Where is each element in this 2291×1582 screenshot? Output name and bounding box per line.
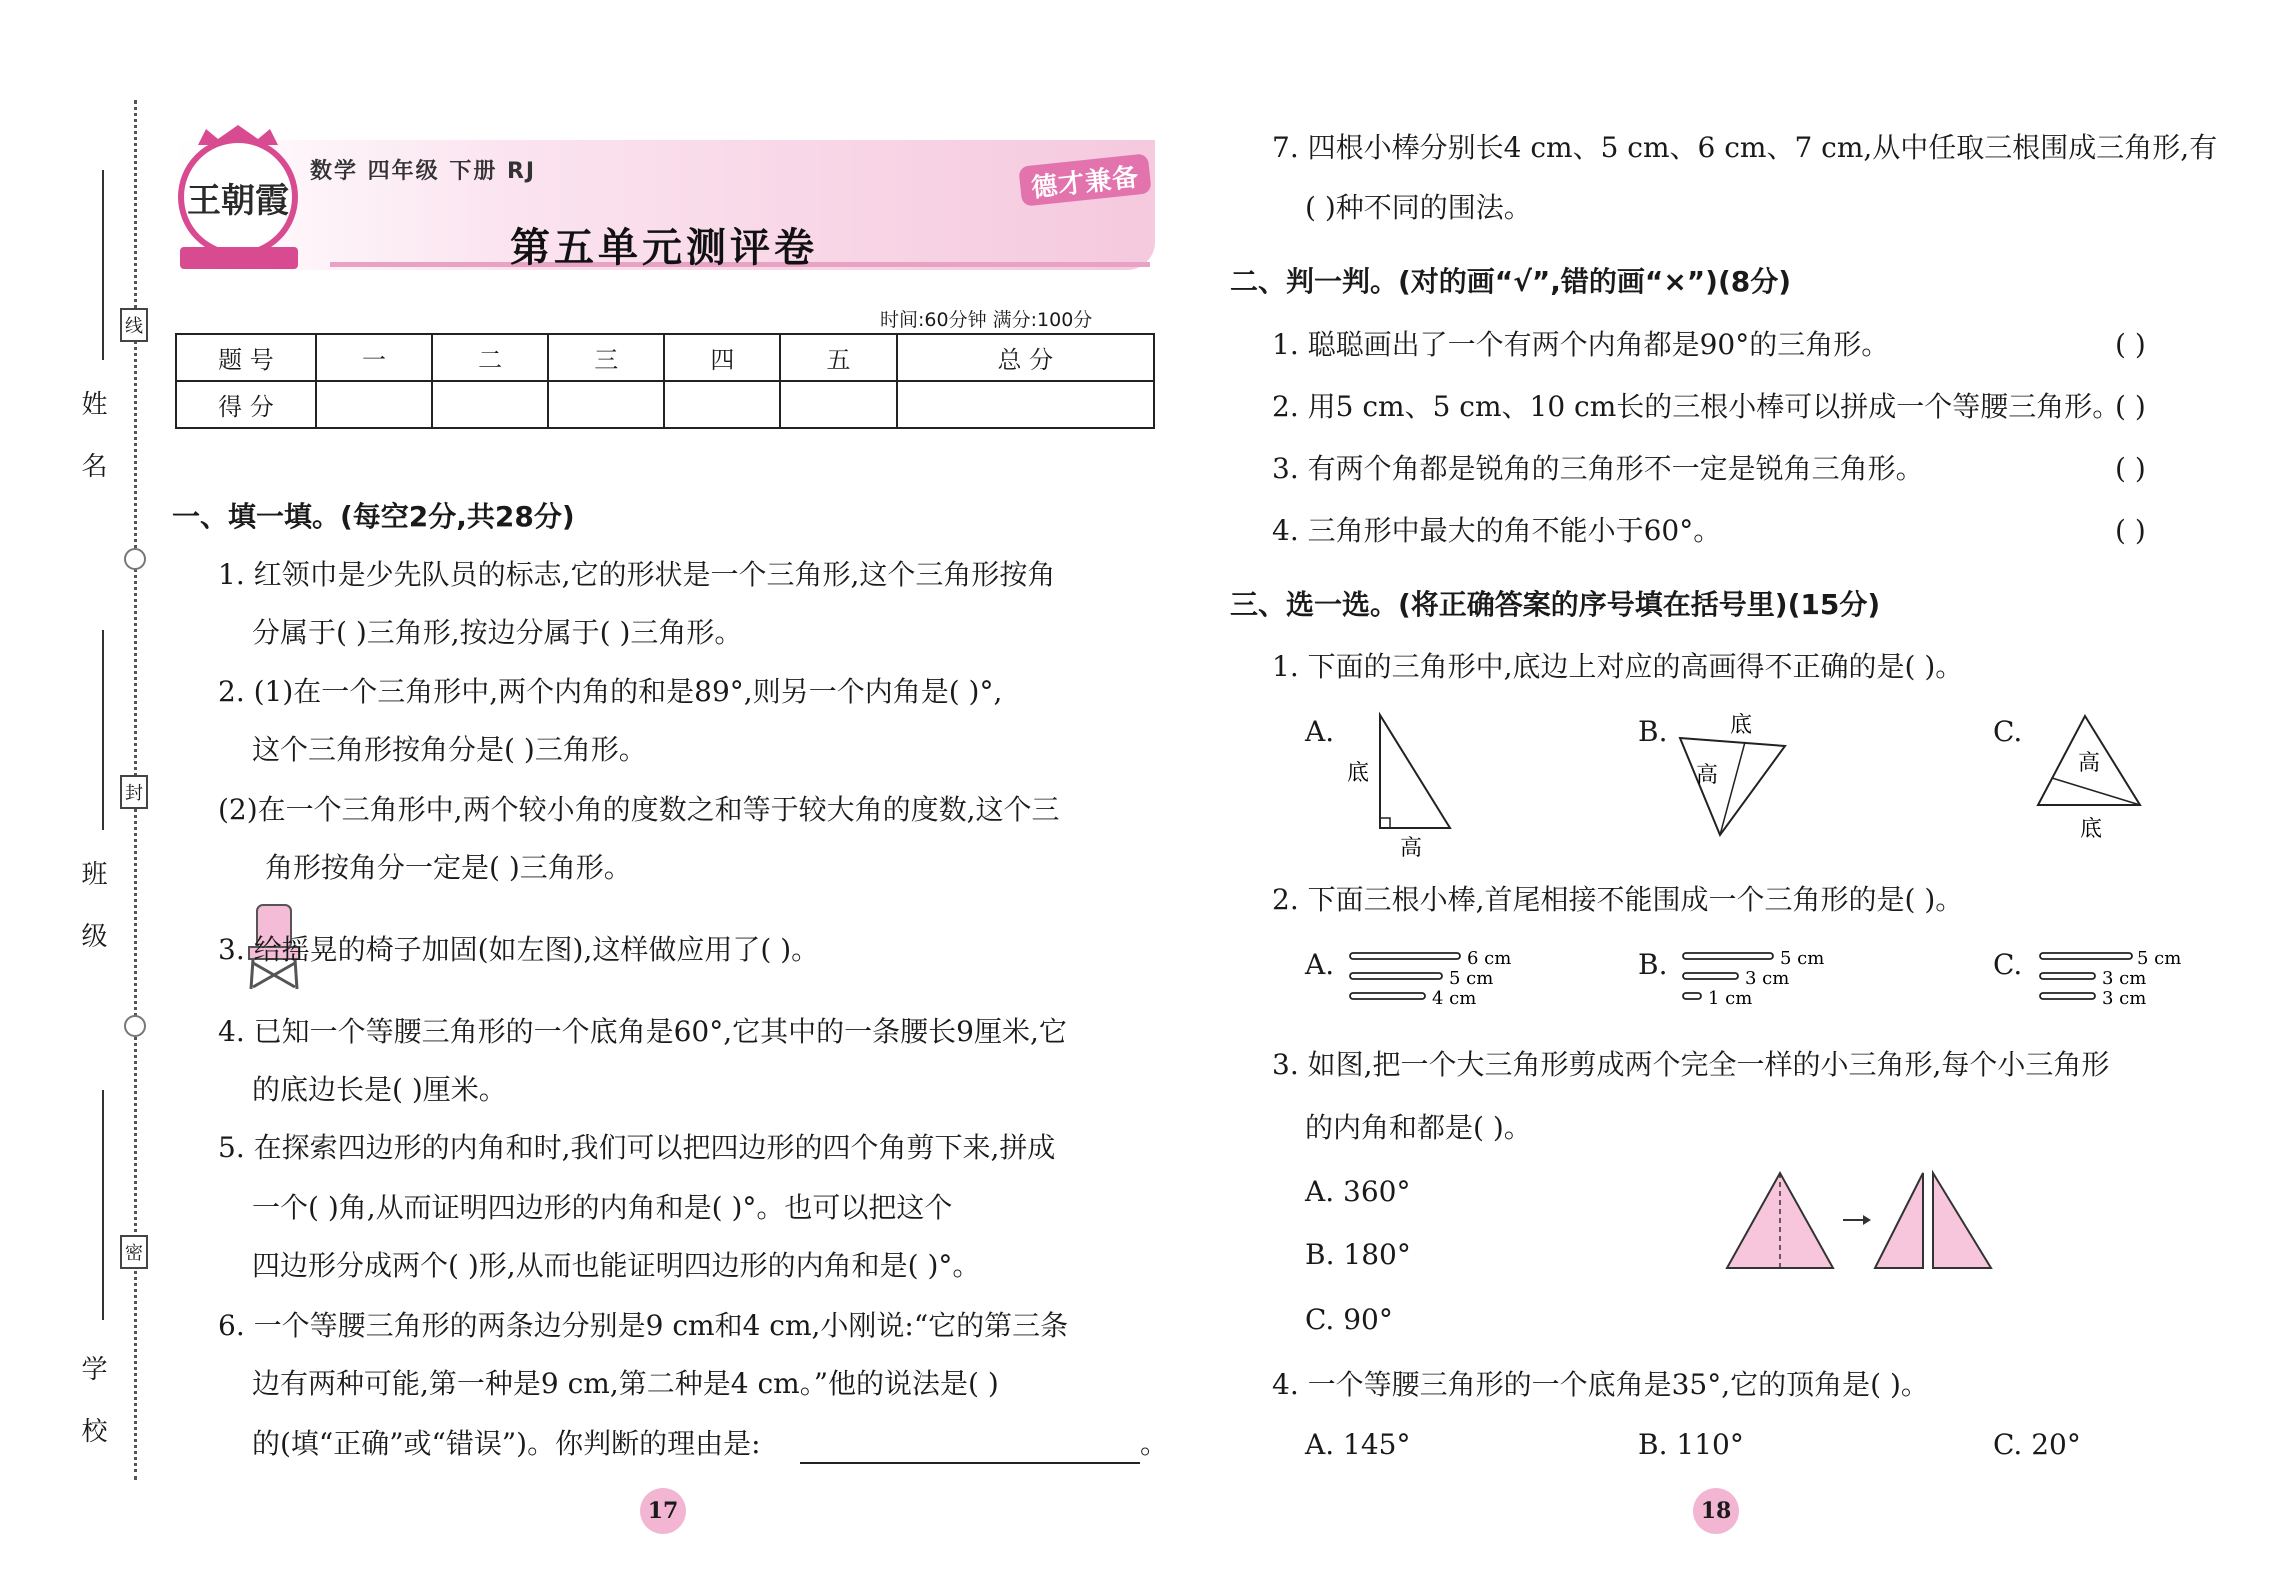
question-2-line-2: 这个三角形按角分是( )三角形。 [252,733,647,766]
question-2-line-1: 2. (1)在一个三角形中,两个内角的和是89°,则另一个内角是( )°, [218,675,1003,708]
inverted-triangle-figure [1670,710,1800,845]
page-number-right: 18 [1693,1488,1739,1534]
logo-ribbon [180,247,298,269]
option-label-c: C. [1993,715,2023,748]
reason-answer-line[interactable] [800,1462,1140,1464]
choice-3-option-a[interactable]: A. 360° [1305,1175,1411,1208]
seal-mark-xian: 线 [120,308,148,342]
choice-4: 4. 一个等腰三角形的一个底角是35°,它的顶角是( )。 [1272,1368,1929,1401]
right-triangle-figure [1345,710,1465,860]
question-4-line-2: 的底边长是( )厘米。 [252,1073,507,1106]
svg-text:3 cm: 3 cm [1745,968,1790,989]
question-6-line-3: 的(填“正确”或“错误”)。你判断的理由是: [252,1427,761,1460]
motto-badge: 德才兼备 [1018,153,1151,206]
question-2-line-3: (2)在一个三角形中,两个较小角的度数之和等于较大角的度数,这个三 [218,793,1060,826]
table-cell: 三 [548,334,664,381]
score-cell[interactable] [548,381,664,428]
binding-strip [0,0,150,1582]
brand-logo [178,125,303,285]
svg-text:5 cm: 5 cm [1449,968,1494,989]
name-label: 姓 名 [77,390,107,493]
choice-3-option-c[interactable]: C. 90° [1305,1303,1393,1336]
seal-mark-feng: 封 [120,775,148,809]
choice-4-option-a[interactable]: A. 145° [1305,1428,1411,1461]
score-cell[interactable] [897,381,1154,428]
binding-ring-icon [124,548,146,570]
sticks-figure-a [1345,948,1535,1016]
choice-4-option-c[interactable]: C. 20° [1993,1428,2081,1461]
school-label: 学 校 [77,1355,107,1458]
judge-2-answer[interactable]: ( ) [2115,390,2146,423]
svg-text:4 cm: 4 cm [1432,988,1477,1009]
score-cell[interactable] [316,381,432,428]
svg-text:1 cm: 1 cm [1708,988,1753,1009]
choice-3-line-2: 的内角和都是( )。 [1305,1111,1532,1144]
table-cell: 四 [664,334,780,381]
question-6-line-2: 边有两种可能,第一种是9 cm,第二种是4 cm。”他的说法是( ) [252,1367,999,1400]
label-di: 底 [2080,817,2103,842]
class-write-line[interactable] [102,630,104,830]
sticks-figure-c [2035,948,2205,1016]
question-6-end: 。 [1140,1427,1169,1460]
table-cell: 五 [780,334,896,381]
subject-line: 数学 四年级 下册 RJ [310,159,537,184]
judge-4: 4. 三角形中最大的角不能小于60°。 [1272,514,1722,547]
section-heading-2: 二、判一判。(对的画“√”,错的画“×”)(8分) [1230,265,1792,298]
score-cell[interactable] [664,381,780,428]
label-gao: 高 [2078,751,2101,776]
label-gao: 高 [1696,763,1719,788]
class-label: 班 级 [77,860,107,963]
question-6-line-1: 6. 一个等腰三角形的两条边分别是9 cm和4 cm,小刚说:“它的第三条 [218,1309,1069,1342]
table-cell: 题 号 [176,334,316,381]
choice-1: 1. 下面的三角形中,底边上对应的高画得不正确的是( )。 [1272,650,1964,683]
section-heading-3: 三、选一选。(将正确答案的序号填在括号里)(15分) [1230,588,1881,621]
sticks-figure-b [1678,948,1858,1016]
choice-4-option-b[interactable]: B. 110° [1638,1428,1744,1461]
question-4-line-1: 4. 已知一个等腰三角形的一个底角是60°,它其中的一条腰长9厘米,它 [218,1015,1067,1048]
school-write-line[interactable] [102,1090,104,1320]
score-table-score-row [176,381,1154,428]
table-cell: 总 分 [897,334,1154,381]
judge-1-answer[interactable]: ( ) [2115,328,2146,361]
question-5-line-3: 四边形分成两个( )形,从而也能证明四边形的内角和是( )°。 [252,1249,981,1282]
score-table-header-row [176,334,1154,381]
choice-2: 2. 下面三根小棒,首尾相接不能围成一个三角形的是( )。 [1272,883,1964,916]
judge-4-answer[interactable]: ( ) [2115,514,2146,547]
cut-triangle-figure [1725,1168,2005,1273]
triangle-figure-c [2030,710,2150,855]
judge-3: 3. 有两个角都是锐角的三角形不一定是锐角三角形。 [1272,452,1924,485]
question-7-line-1: 7. 四根小棒分别长4 cm、5 cm、6 cm、7 cm,从中任取三根围成三角形,有 [1272,131,2218,164]
choice-3-option-b[interactable]: B. 180° [1305,1238,1411,1271]
question-3: 3. 给摇晃的椅子加固(如左图),这样做应用了( )。 [218,933,820,966]
logo-text: 王朝霞 [187,180,289,221]
label-di: 底 [1347,761,1370,786]
svg-text:6 cm: 6 cm [1467,948,1512,969]
option-label-a: A. [1305,715,1335,748]
svg-text:3 cm: 3 cm [2102,968,2147,989]
section-heading-1: 一、填一填。(每空2分,共28分) [172,500,575,533]
svg-text:3 cm: 3 cm [2102,988,2147,1009]
option-label-c: C. [1993,948,2023,981]
option-label-a: A. [1305,948,1335,981]
binding-ring-icon [124,1015,146,1037]
svg-text:5 cm: 5 cm [2137,948,2182,969]
table-cell: 得 分 [176,381,316,428]
question-1-line-2: 分属于( )三角形,按边分属于( )三角形。 [252,616,743,649]
judge-2: 2. 用5 cm、5 cm、10 cm长的三根小棒可以拼成一个等腰三角形。 [1272,390,2121,423]
judge-3-answer[interactable]: ( ) [2115,452,2146,485]
option-label-b: B. [1638,715,1668,748]
seal-mark-mi: 密 [120,1235,148,1269]
time-score-info: 时间:60分钟 满分:100分 [880,309,1093,331]
page-title: 第五单元测评卷 [510,225,818,271]
score-table [175,333,1155,429]
question-5-line-1: 5. 在探索四边形的内角和时,我们可以把四边形的四个角剪下来,拼成 [218,1131,1056,1164]
question-1-line-1: 1. 红领巾是少先队员的标志,它的形状是一个三角形,这个三角形按角 [218,558,1056,591]
svg-text:5 cm: 5 cm [1780,948,1825,969]
question-7-line-2: ( )种不同的围法。 [1305,191,1532,224]
page-number-left: 17 [640,1488,686,1534]
score-cell[interactable] [432,381,548,428]
option-label-b: B. [1638,948,1668,981]
label-di: 底 [1730,713,1753,738]
table-cell: 二 [432,334,548,381]
question-5-line-2: 一个( )角,从而证明四边形的内角和是( )°。也可以把这个 [252,1191,953,1224]
choice-3-line-1: 3. 如图,把一个大三角形剪成两个完全一样的小三角形,每个小三角形 [1272,1048,2110,1081]
name-write-line[interactable] [102,170,104,360]
question-2-line-4: 角形按角分一定是( )三角形。 [265,851,632,884]
score-cell[interactable] [780,381,896,428]
table-cell: 一 [316,334,432,381]
judge-1: 1. 聪聪画出了一个有两个内角都是90°的三角形。 [1272,328,1890,361]
label-gao: 高 [1400,836,1423,860]
